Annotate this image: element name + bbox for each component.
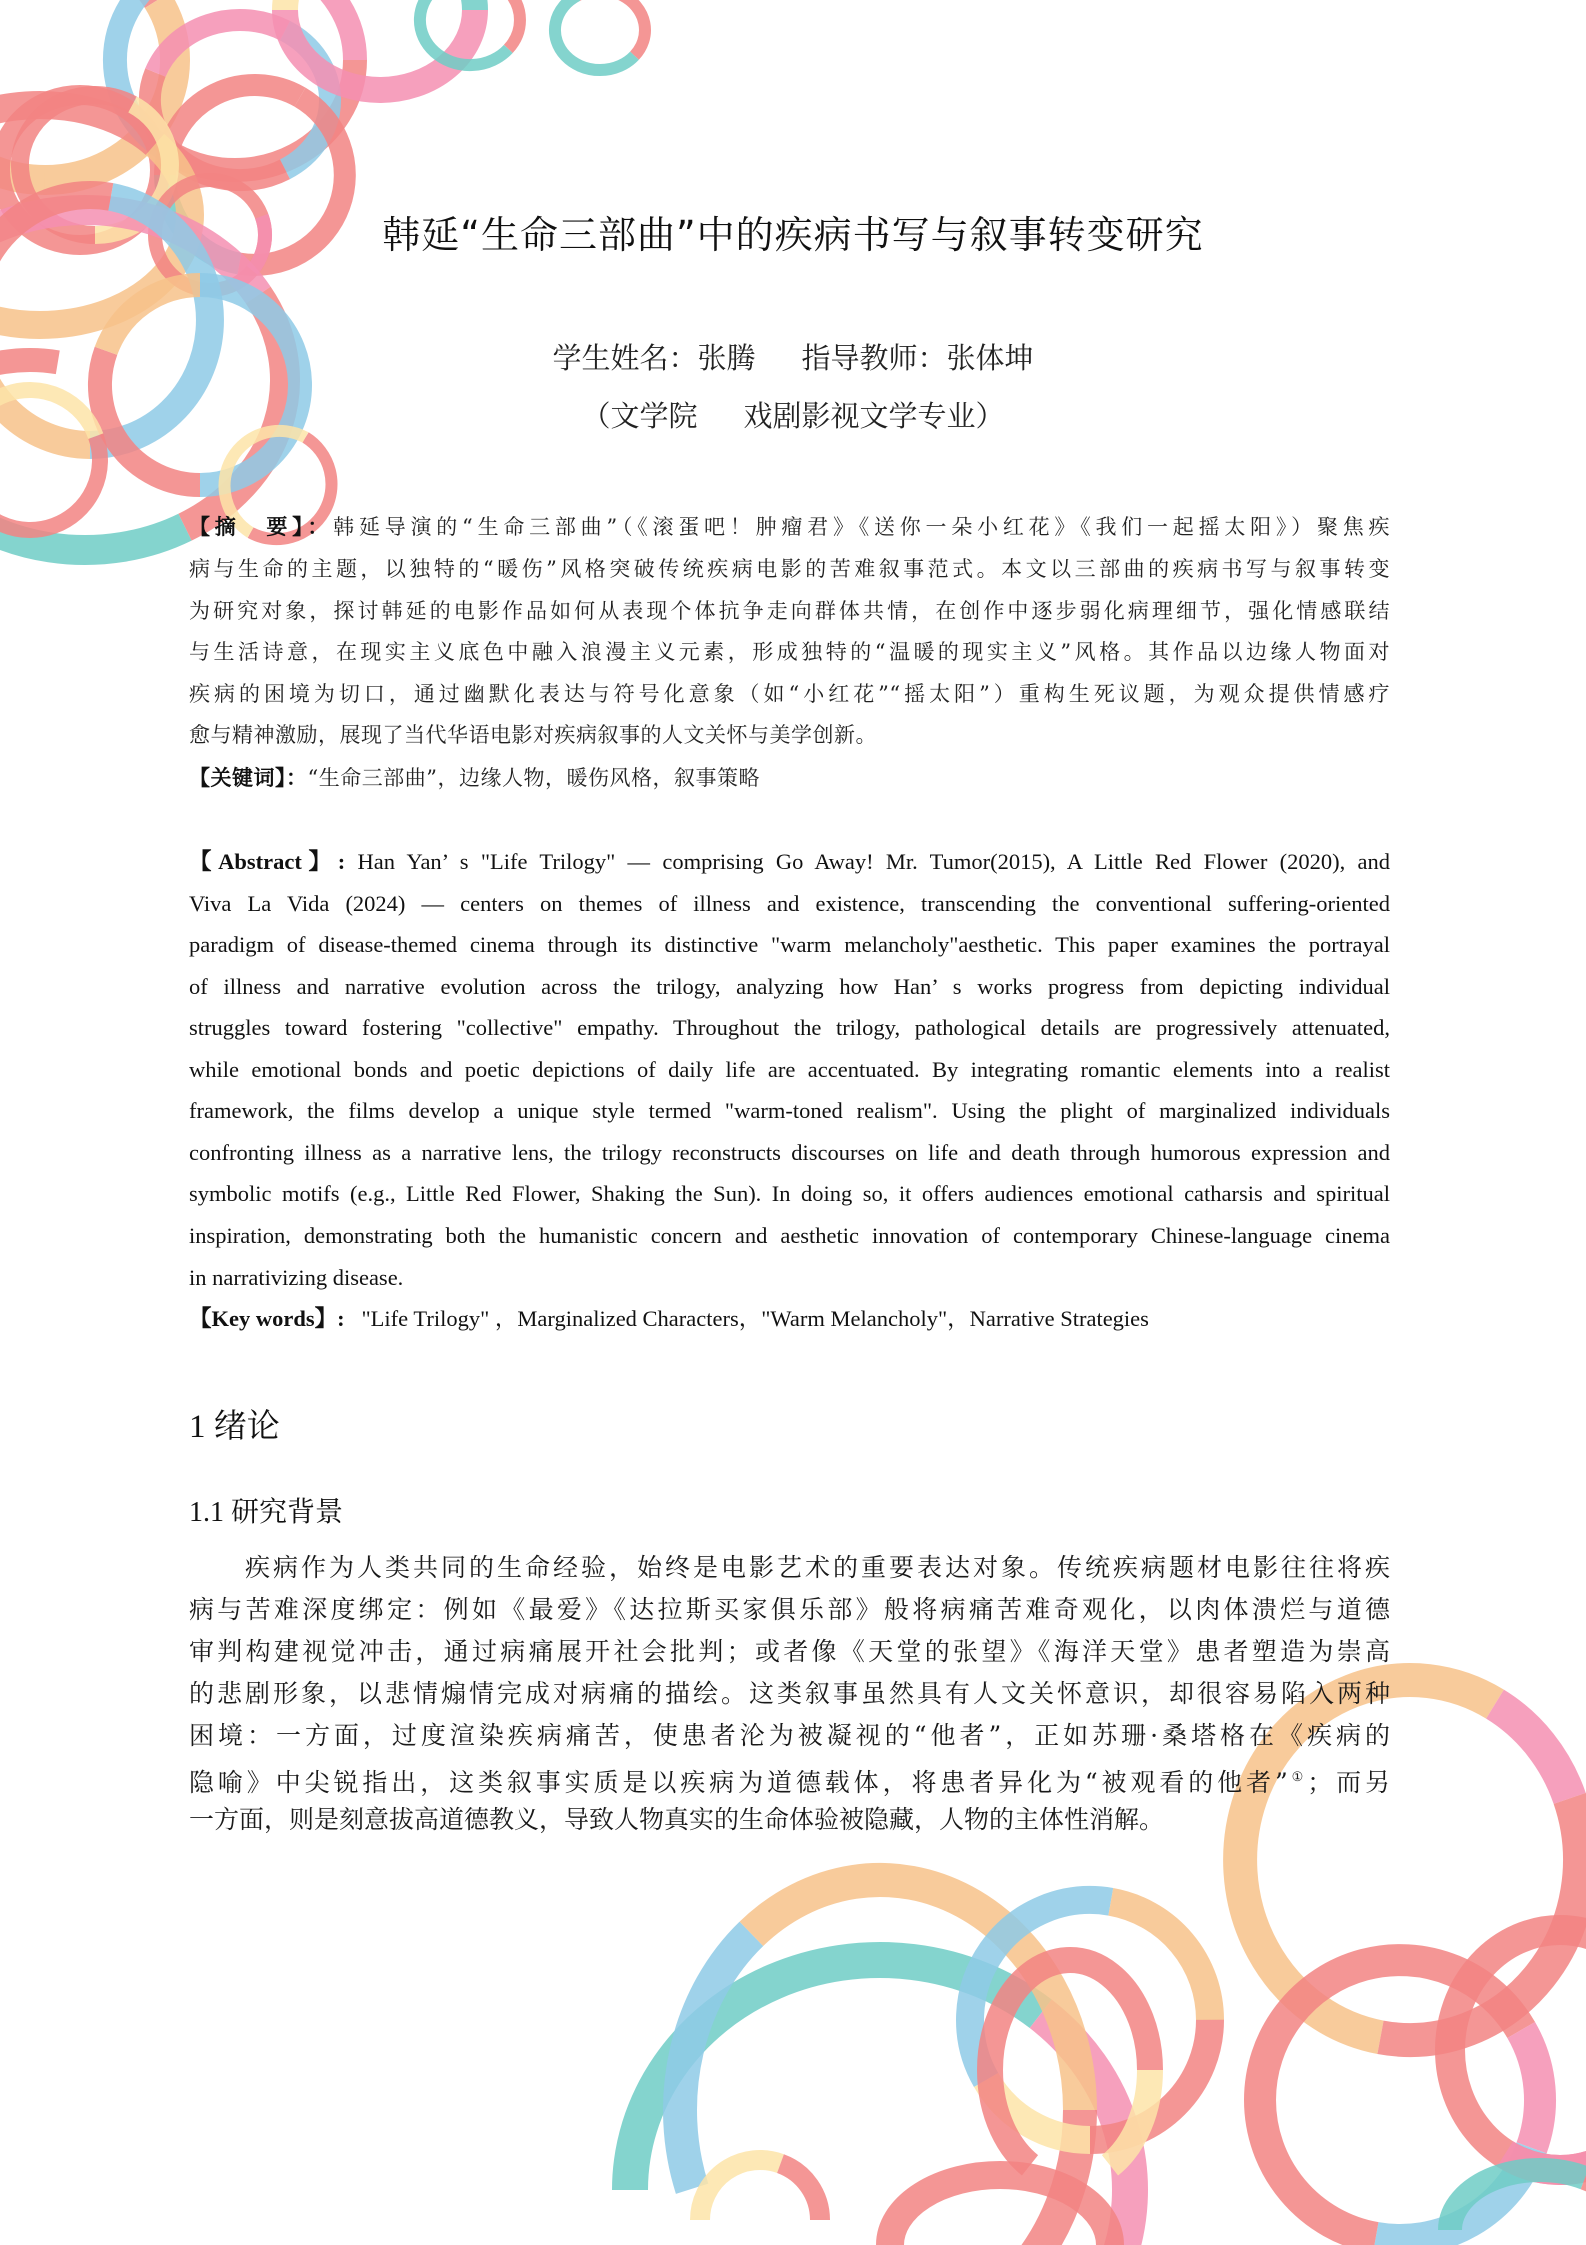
abstract-en-line: of illness and narrative evolution across the trilogy, analyzing how Han’ s works progress from depicting individual [189, 974, 1390, 999]
body-line: 一方面，则是刻意拔高道德教义，导致人物真实的生命体验被隐藏，人物的主体性消解。 [189, 1805, 1165, 1834]
abstract-en-line: while emotional bonds and poetic depictions of daily life are accentuated. By integrating romantic elements into a realist [189, 1057, 1390, 1082]
college: （文学院 [581, 401, 698, 433]
abstract-en-line: inspiration, demonstrating both the humanistic concern and aesthetic innovation of contemporary Chinese-language cinema [189, 1223, 1390, 1248]
abstract-en-label: 【Abstract】: [189, 849, 346, 874]
student-name: 学生姓名：张腾 [552, 343, 756, 375]
abstract-cn-label: 【摘 要】： [189, 514, 334, 539]
abstract-cn-line: 与生活诗意，在现实主义底色中融入浪漫主义元素，形成独特的“温暖的现实主义”风格。其作品以边缘人物面对 [189, 640, 1390, 664]
advisor-name: 指导教师：张体坤 [801, 343, 1034, 375]
keywords-en [189, 1304, 1390, 1334]
body-line: 审判构建视觉冲击，通过病痛展开社会批判；或者像《天堂的张望》《海洋天堂》患者塑造为崇高 [189, 1637, 1390, 1666]
body-line: 的悲剧形象，以悲情煽情完成对病痛的描绘。这类叙事虽然具有人文关怀意识，却很容易陷入两种 [189, 1679, 1390, 1708]
paper-title: 韩延“生命三部曲”中的疾病书写与叙事转变研究 [382, 213, 1204, 257]
abstract-en-line: framework, the films develop a unique style termed "warm-toned realism". Using the plight of marginalized individuals [189, 1098, 1390, 1123]
abstract-cn-line: 病与生命的主题，以独特的“暖伤”风格突破传统疾病电影的苦难叙事范式。本文以三部曲的疾病书写与叙事转变 [189, 557, 1390, 581]
keywords-cn-values: “生命三部曲”，边缘人物，暖伤风格，叙事策略 [307, 766, 760, 790]
keywords-cn [189, 763, 1390, 793]
footnote-marker[interactable]: ① [1287, 1770, 1308, 1785]
keywords-en-values: "Life Trilogy" ，Marginalized Characters，"Warm Melancholy"，Narrative Strategies [361, 1306, 1149, 1331]
abstract-en-line: Viva La Vida (2024) — centers on themes of illness and existence, transcending the conventional suffering-oriented [189, 891, 1390, 916]
body-line: 隐喻》中尖锐指出，这类叙事实质是以疾病为道德载体，将患者异化为“被观看的他者”①；而另 [189, 1768, 1390, 1797]
author-line [0, 336, 1586, 377]
abstract-en-line: symbolic motifs (e.g., Little Red Flower, Shaking the Sun). In doing so, it offers audiences emotional catharsis and spiritual [189, 1181, 1390, 1206]
section-heading: 1 绪论 [189, 1409, 280, 1445]
abstract-en-line: in narrativizing disease. [189, 1265, 404, 1290]
abstract-cn-line: 为研究对象，探讨韩延的电影作品如何从表现个体抗争走向群体共情，在创作中逐步弱化病理细节，强化情感联结 [189, 599, 1390, 623]
body-line: 病与苦难深度绑定：例如《最爱》《达拉斯买家俱乐部》般将病痛苦难奇观化，以肉体溃烂与道德 [189, 1595, 1390, 1624]
abstract-cn-line: 【摘 要】：韩延导演的“生命三部曲”（《滚蛋吧！肿瘤君》《送你一朵小红花》《我们一起摇太阳》）聚焦疾 [189, 514, 1391, 539]
abstract-cn-line: 愈与精神激励，展现了当代华语电影对疾病叙事的人文关怀与美学创新。 [189, 723, 877, 747]
keywords-cn-label: 【关键词】： [189, 765, 308, 790]
keywords-en-label: 【Key words】: [189, 1306, 345, 1331]
subsection-heading: 1.1 研究背景 [189, 1497, 344, 1528]
major: 戏剧影视文学专业） [743, 401, 1005, 433]
abstract-en-line: struggles toward fostering "collective" empathy. Throughout the trilogy, pathological details are progressively attenuated, [189, 1015, 1390, 1040]
abstract-en-line: paradigm of disease-themed cinema through its distinctive "warm melancholy"aesthetic. This paper examines the portrayal [189, 932, 1390, 957]
abstract-en-line: confronting illness as a narrative lens, the trilogy reconstructs discourses on life and death through humorous expression and [189, 1140, 1390, 1165]
body-line: 困境：一方面，过度渲染疾病痛苦，使患者沦为被凝视的“他者”，正如苏珊·桑塔格在《疾病的 [189, 1721, 1390, 1750]
abstract-en-line: 【Abstract】: Han Yan’ s "Life Trilogy" — comprising Go Away! Mr. Tumor(2015), A Little Red Flower (2020), and [189, 849, 1391, 874]
abstract-cn-line: 疾病的困境为切口，通过幽默化表达与符号化意象（如“小红花”“摇太阳”）重构生死议题，为观众提供情感疗 [189, 682, 1390, 706]
affiliation-line [0, 394, 1586, 435]
body-line: 疾病作为人类共同的生命经验，始终是电影艺术的重要表达对象。传统疾病题材电影往往将疾 [245, 1553, 1390, 1582]
